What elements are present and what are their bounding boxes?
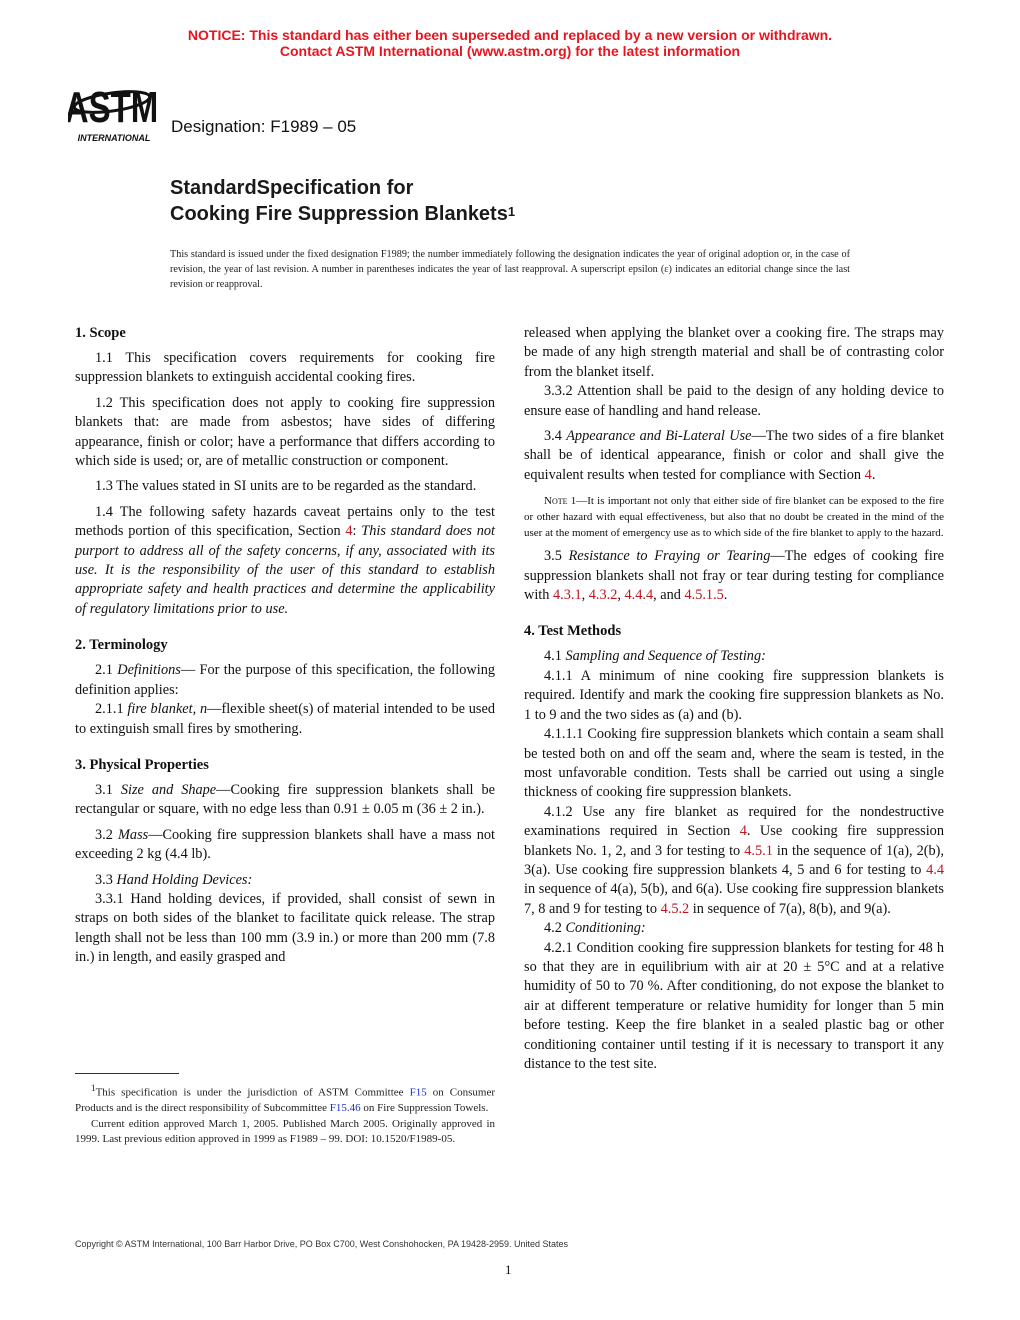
para-4-1-2: 4.1.2 Use any fire blanket as required for the nondestructive examinations required in Section 4. Use cooking fire suppression blankets No. 1, 2, and 3 for testing to 4.5.1 in the sequence of 1(a), 2(b), 3(a). Use cooking fire suppression blankets 4, 5 and 6 for testing to 4.4 in sequence of 4(a), 5(b), and 6(a). Use cooking fire suppression blankets 7, 8 and 9 for testing to 4.5.2 in sequence of 7(a), 8(b), and 9(a). [524, 803, 944, 917]
subcommittee-f15-46-link[interactable]: F15.46 [329, 1102, 361, 1115]
footnote [75, 1081, 495, 1148]
section-4-link[interactable]: 4 [345, 523, 353, 540]
para-1-3: 1.3 The values stated in SI units are to be regarded as the standard. [95, 478, 477, 495]
ref-4-4-4-link[interactable]: 4.4.4 [624, 587, 654, 604]
para-3-3: 3.3 Hand Holding Devices: [95, 871, 253, 888]
ref-4-5-1-link[interactable]: 4.5.1 [744, 842, 773, 859]
ref-4-5-2-link[interactable]: 4.5.2 [660, 900, 690, 917]
section-4-link[interactable]: 4 [739, 823, 747, 840]
para-4-1-1: 4.1.1 A minimum of nine cooking fire suppression blankets is required. Identify and mark the cooking fire suppression blankets as No. 1 to 9 and the two sides as (a) and (b). [524, 667, 944, 723]
notice-line-2: Contact ASTM International (www.astm.org) for the latest information [279, 43, 741, 59]
ref-4-4-link[interactable]: 4.4 [926, 861, 944, 878]
page-number: 1 [505, 1262, 512, 1277]
right-column [524, 324, 944, 1074]
ref-4-5-1-5-link[interactable]: 4.5.1.5 [684, 587, 724, 604]
para-1-4: 1.4 The following safety hazards caveat pertains only to the test methods portion of this specification, Section 4: This standard does not purport to address all of the safety concerns, if any, associated with its use. It is the responsibility of the user of this standard to establish appropriate safety and health practices and determine the applicability of regulatory limitations prior to use. [75, 503, 495, 617]
section-3-heading: 3. Physical Properties [75, 756, 209, 773]
designation-intro: This standard is issued under the fixed designation F1989; the number immediately following the designation indicates the year of original adoption or, in the case of revision, the year of last revision. A number in parentheses indicates the year of last reapproval. A superscript epsilon (ε) indicates an editorial change since the last revision or reapproval. [170, 249, 850, 290]
para-2-1-1: 2.1.1 fire blanket, n—flexible sheet(s) of material intended to be used to extinguish small fires by smothering. [75, 701, 495, 737]
para-1-1: 1.1 This specification covers requirements for cooking fire suppression blankets to extinguish accidental cooking fires. [75, 350, 495, 386]
para-4-1: 4.1 Sampling and Sequence of Testing: [544, 648, 766, 665]
designation: Designation: F1989 – 05 [171, 117, 357, 136]
para-4-2-1: 4.2.1 Condition cooking fire suppression blankets for testing for 48 h so that they are in equilibrium with air at 20 ± 5°C and at a relative humidity of 50 to 70 %. After conditioning, do not expose the blanket to air at different temperature or relative humidity for longer than 5 min before testing. Keep the fire blanket in a sealed plastic bag or other conditioning container until testing if it is necessary to transport it any distance to the test site. [524, 939, 944, 1072]
astm-logo-icon [68, 72, 160, 144]
section-4-link[interactable]: 4 [864, 466, 872, 483]
para-2-1: 2.1 Definitions— For the purpose of this specification, the following definition applies: [75, 662, 495, 698]
footnote-divider [75, 1073, 179, 1074]
para-3-3-2: 3.3.2 Attention shall be paid to the design of any holding device to ensure ease of handling and hand release. [524, 383, 944, 419]
para-3-3-1: 3.3.1 Hand holding devices, if provided, shall consist of sewn in straps on both sides of the blanket to facilitate quick release. The strap length shall not be less than 100 mm (3.9 in.) or more than 200 mm (7.8 in.) in length, and easily grasped and [75, 890, 495, 966]
para-3-1: 3.1 Size and Shape—Cooking fire suppression blankets shall be rectangular or square, with no edge less than 0.91 ± 0.05 m (36 ± 2 in.). [75, 781, 495, 818]
para-3-4: 3.4 Appearance and Bi-Lateral Use—The two sides of a fire blanket shall be of identical appearance, finish or color and shall give the equivalent results when tested for compliance with Section 4. [524, 428, 945, 483]
para-3-2: 3.2 Mass—Cooking fire suppression blankets shall have a mass not exceeding 2 kg (4.4 lb). [75, 826, 495, 863]
para-3-5: 3.5 Resistance to Fraying or Tearing—The edges of cooking fire suppression blankets shall not fray or tear during testing for compliance with 4.3.1, 4.3.2, 4.4.4, and 4.5.1.5. [524, 548, 945, 604]
copyright-line: Copyright © ASTM International, 100 Barr Harbor Drive, PO Box C700, West Conshohocken, PA 19428-2959. United States [75, 1239, 569, 1249]
para-1-2: 1.2 This specification does not apply to cooking fire suppression blankets that: are made from asbestos; have sides of differing appearance, finish or color; have a performance that differs according to which side is used; or, are of metallic construction or component. [75, 394, 495, 470]
withdrawal-notice [0, 27, 1020, 59]
footnote-1: $^1$This specification is under the jurisdiction of ASTM Committee F15 on Consumer Products and is the direct responsibility of Subcommittee F15.46 on Fire Suppression Towels. [75, 1083, 495, 1115]
section-1-heading: 1. Scope [75, 325, 126, 341]
svg-text:ASTM: ASTM [68, 83, 159, 133]
title-footnote-mark[interactable]: 1 [507, 204, 516, 219]
footnote-edition: Current edition approved March 1, 2005. Published March 2005. Originally approved in 1999. Last previous edition approved in 1999 as F1989 – 99. DOI: 10.1520/F1989-05. [75, 1117, 495, 1146]
left-column [75, 324, 495, 968]
svg-text:INTERNATIONAL: INTERNATIONAL [77, 133, 151, 143]
ref-4-3-1-link[interactable]: 4.3.1 [553, 587, 582, 604]
ref-4-3-2-link[interactable]: 4.3.2 [588, 587, 618, 604]
notice-line-1: NOTICE: This standard has either been superseded and replaced by a new version or withdrawn. [187, 27, 833, 43]
para-4-1-1-1: 4.1.1.1 Cooking fire suppression blankets which contain a seam shall be tested both on and off the seam and, where the seam is tested, in the most unfavorable condition. Tests shall be carried out using a single thickness of cooking fire suppression blankets. [524, 726, 944, 801]
section-4-heading: 4. Test Methods [524, 623, 622, 640]
section-2-heading: 2. Terminology [75, 637, 168, 654]
title-line-1: StandardSpecification for [170, 177, 414, 199]
title-line-2: Cooking Fire Suppression Blankets$^1$ [170, 203, 516, 225]
para-4-2: 4.2 Conditioning: [544, 920, 646, 937]
note-1: Note 1—It is important not only that either side of fire blanket can be exposed to the fire or other hazard with equal effectiveness, but also that no doubt be created in the mind of the user at the moment of emergency use as to which side of the fire blanket to apply to the hazard. [524, 495, 945, 540]
para-3-3-1-continued: released when applying the blanket over a cooking fire. The straps may be made of any high strength material and shall be of contrasting color from the blanket itself. [524, 325, 944, 380]
astm-logo [68, 72, 160, 144]
document-title [170, 175, 515, 227]
committee-f15-link[interactable]: F15 [409, 1086, 427, 1099]
